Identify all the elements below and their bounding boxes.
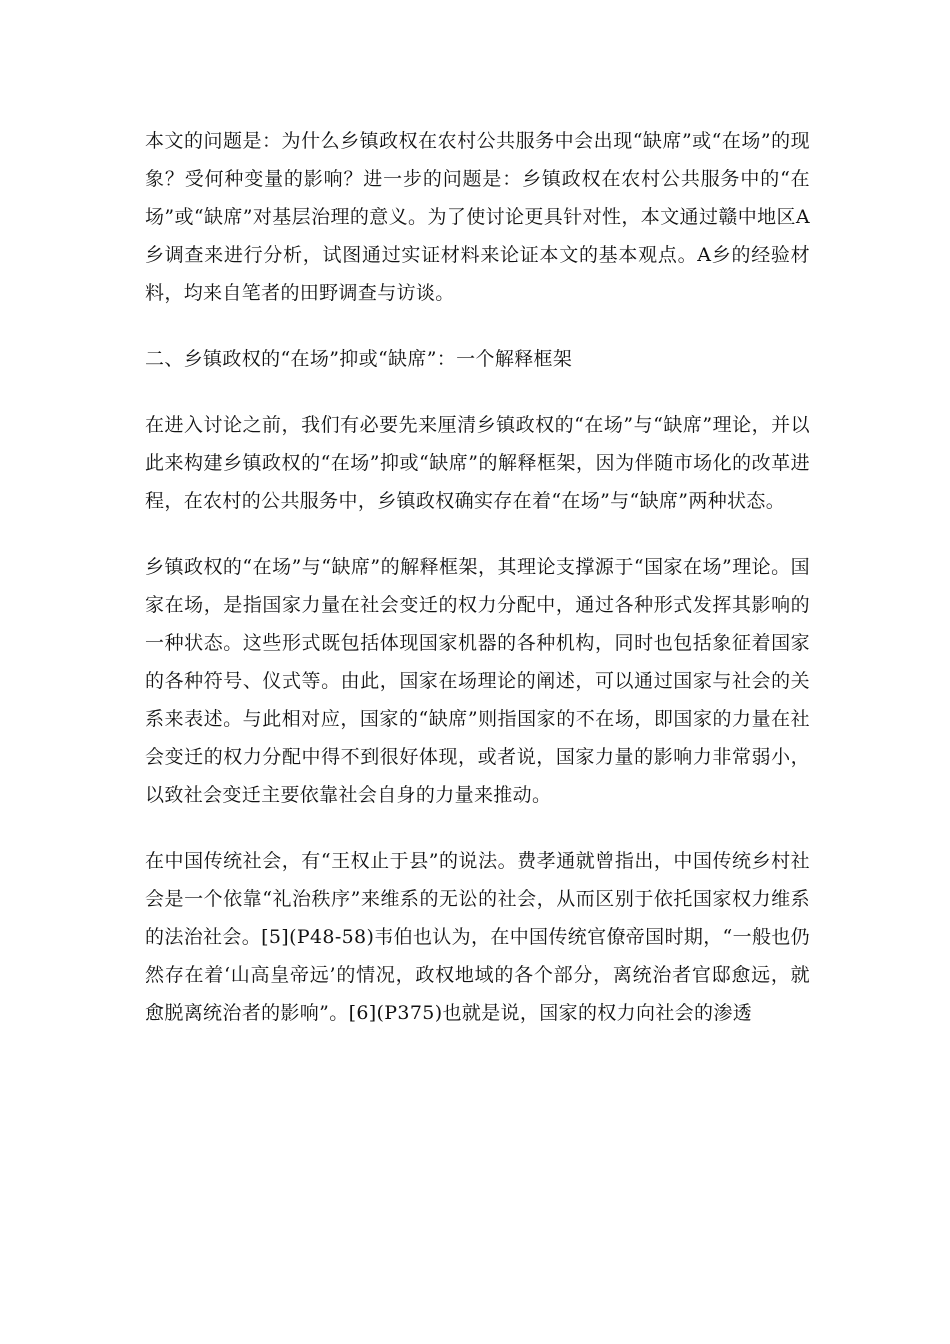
paragraph-intro-question: 本文的问题是：为什么乡镇政权在农村公共服务中会出现“缺席”或“在场”的现象？受何种变量的影响？进一步的问题是：乡镇政权在农村公共服务中的“在场”或“缺席”对基层治理的意义。为了使讨论更具针对性，本文通过赣中地区A乡调查来进行分析，试图通过实证材料来论证本文的基本观点。A乡的经验材料，均来自笔者的田野调查与访谈。 (145, 130, 810, 304)
document-body (145, 122, 810, 1060)
paragraph-traditional-society: 在中国传统社会，有“王权止于县”的说法。费孝通就曾指出，中国传统乡村社会是一个依靠“礼治秩序”来维系的无讼的社会，从而区别于依托国家权力维系的法治社会。[5](P48-58)韦伯也认为，在中国传统官僚帝国时期，“一般也仍然存在着‘山高皇帝远’的情况，政权地域的各个部分，离统治者官邸愈远，就愈脱离统治者的影响”。[6](P375)也就是说，国家的权力向社会的渗透 (145, 850, 811, 1024)
paragraph-state-presence-theory: 乡镇政权的“在场”与“缺席”的解释框架，其理论支撑源于“国家在场”理论。国家在场，是指国家力量在社会变迁的权力分配中，通过各种形式发挥其影响的一种状态。这些形式既包括体现国家机器的各种机构，同时也包括象征着国家的各种符号、仪式等。由此，国家在场理论的阐述，可以通过国家与社会的关系来表述。与此相对应，国家的“缺席”则指国家的不在场，即国家的力量在社会变迁的权力分配中得不到很好体现，或者说，国家力量的影响力非常弱小，以致社会变迁主要依靠社会自身的力量来推动。 (145, 556, 810, 806)
section-heading-2: 二、乡镇政权的“在场”抑或“缺席”：一个解释框架 (145, 348, 573, 370)
paragraph-framework-intro: 在进入讨论之前，我们有必要先来厘清乡镇政权的“在场”与“缺席”理论，并以此来构建乡镇政权的“在场”抑或“缺席”的解释框架，因为伴随市场化的改革进程，在农村的公共服务中，乡镇政权确实存在着“在场”与“缺席”两种状态。 (145, 414, 810, 512)
